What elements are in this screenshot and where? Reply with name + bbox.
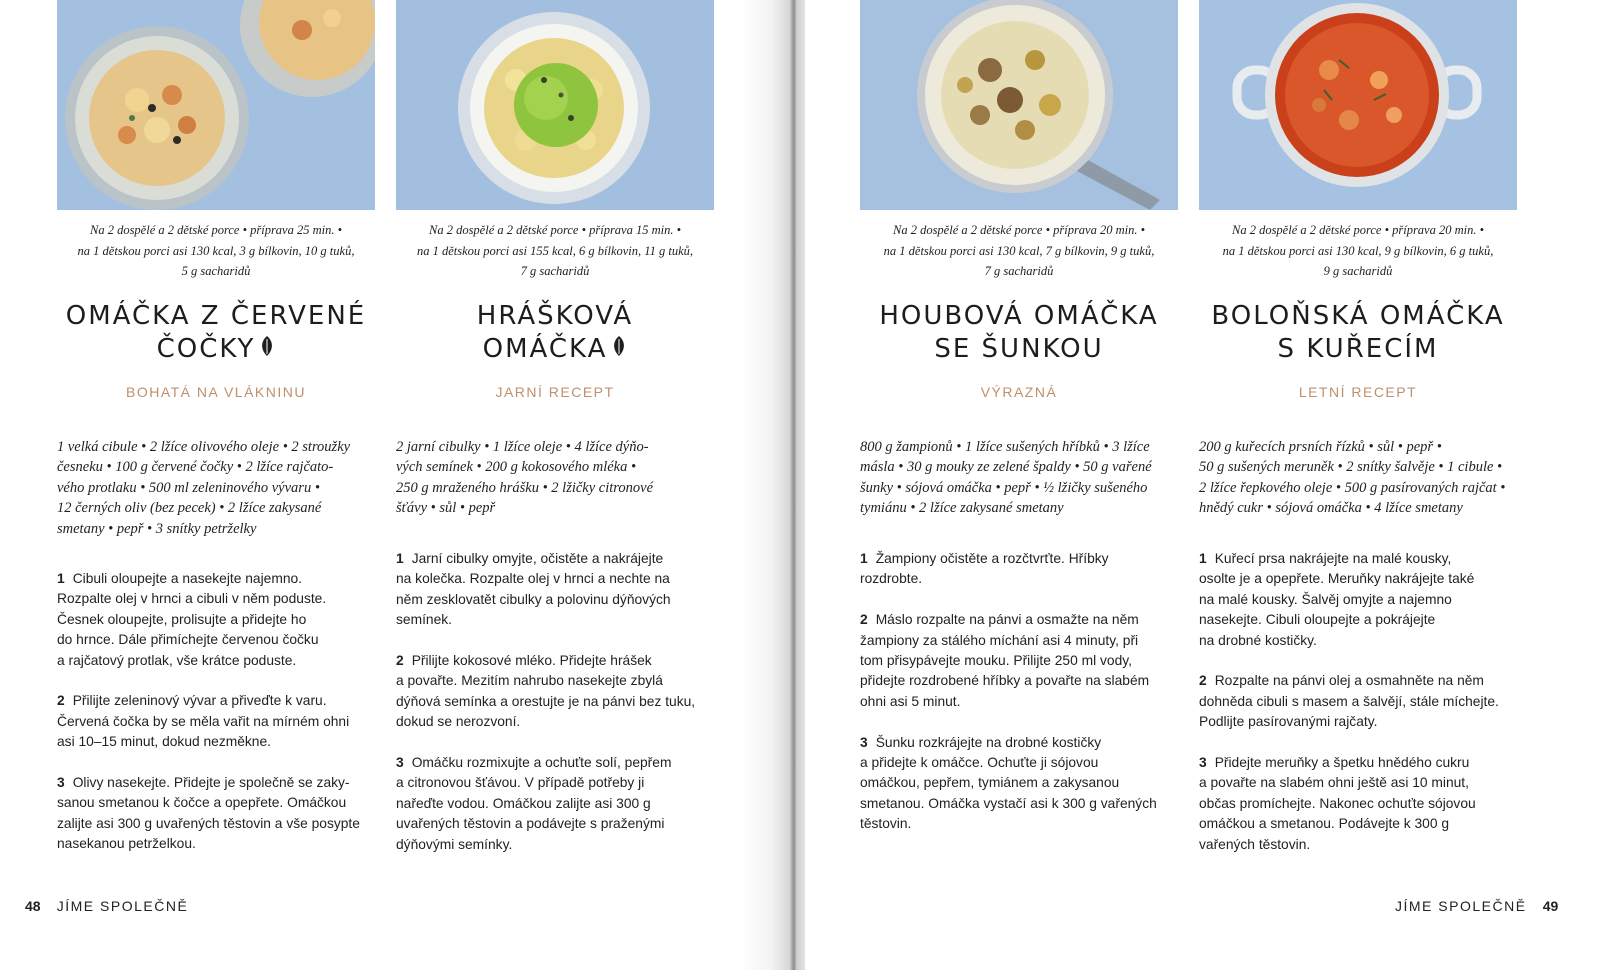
recipe-meta: Na 2 dospělé a 2 dětské porce • příprava 15 min. • na 1 dětskou porci asi 155 kcal, 6 g bílkovin, 11 g tuků, 7 g sacharidů	[417, 223, 693, 278]
recipe-step	[396, 753, 716, 855]
recipe-title-line1: BOLOŇSKÁ OMÁČKA	[1211, 301, 1505, 331]
step-number: 1	[57, 571, 65, 586]
page-folio-right	[1395, 898, 1558, 914]
step-text: Žampiony očistěte a rozčtvrťte. Hříbky rozdrobte.	[860, 551, 1109, 587]
recipe-steps	[57, 569, 377, 875]
recipe-title	[396, 300, 714, 366]
step-text: Jarní cibulky omyjte, očistěte a nakrájejte na kolečka. Rozpalte olej v hrnci a nechte na něm zesklovatět cibulky a polovinu dýňových semínek.	[396, 551, 671, 628]
recipe-meta: Na 2 dospělé a 2 dětské porce • příprava 20 min. • na 1 dětskou porci asi 130 kcal, 7 g bílkovin, 9 g tuků, 7 g sacharidů	[883, 223, 1155, 278]
running-head: JÍME SPOLEČNĚ	[56, 898, 189, 914]
photo-pea-pasta	[396, 0, 714, 210]
recipe-title-line1: OMÁČKA Z ČERVENÉ	[65, 301, 367, 331]
left-page	[0, 0, 790, 970]
leaf-icon	[259, 333, 275, 366]
recipe-step	[1199, 753, 1519, 855]
recipe-title	[860, 300, 1178, 366]
recipe-ingredients: 2 jarní cibulky • 1 lžíce oleje • 4 lžíce dýňo- vých semínek • 200 g kokosového mléka • 250 g mraženého hrášku • 2 lžičky citronové šťávy • sůl • pepř	[396, 439, 654, 517]
page-number: 49	[1542, 898, 1559, 914]
recipe-step	[57, 691, 377, 752]
step-text: Rozpalte na pánvi olej a osmahněte na něm dohněda cibuli s masem a šalvějí, stále míchejte. Podlijte pasírovanými rajčaty.	[1199, 673, 1499, 730]
recipe-step	[57, 569, 377, 671]
recipe-steps	[860, 549, 1180, 855]
recipe-ingredients: 200 g kuřecích prsních řízků • sůl • pepř • 50 g sušených meruněk • 2 snítky šalvěje • 1 cibule • 2 lžíce řepkového oleje • 500 g pasírovaných rajčat • hnědý cukr • sójová omáčka • 4 lžíce smetany	[1199, 439, 1506, 517]
recipe-step	[1199, 671, 1519, 732]
recipe-step	[396, 651, 716, 733]
step-text: Přilijte zeleninový vývar a přiveďte k varu. Červená čočka by se měla vařit na mírném ohni asi 10–15 minut, dokud nezměkne.	[57, 693, 350, 750]
step-number: 2	[57, 693, 65, 709]
step-text: Omáčku rozmixujte a ochuťte solí, pepřem a citronovou šťávou. V případě potřeby ji nařeďte vodou. Omáčkou zalijte asi 300 g uvařených těstovin a podávejte s praženými dýňovými semínky.	[396, 755, 672, 852]
step-number: 2	[396, 653, 404, 669]
recipe-step	[57, 773, 377, 855]
recipe-step	[860, 610, 1180, 712]
recipe-ingredients: 800 g žampionů • 1 lžíce sušených hříbků • 3 lžíce másla • 30 g mouky ze zelené špaldy • 50 g vařené šunky • sójová omáčka • pepř • ½ lžičky sušeného tymiánu • 2 lžíce zakysané smetany	[860, 439, 1152, 517]
recipe-meta: Na 2 dospělé a 2 dětské porce • příprava 25 min. • na 1 dětskou porci asi 130 kcal, 3 g bílkovin, 10 g tuků, 5 g sacharidů	[77, 223, 355, 278]
running-head: JÍME SPOLEČNĚ	[1395, 898, 1527, 914]
right-page	[805, 0, 1600, 970]
step-text: Přidejte meruňky a špetku hnědého cukru a povařte na slabém ohni ještě asi 10 minut, občas promíchejte. Nakonec ochuťte sójovou omáčkou a smetanou. Podávejte k 300 g vařených těstovin.	[1199, 755, 1476, 852]
step-number: 3	[396, 755, 404, 771]
step-number: 3	[57, 775, 65, 791]
step-number: 1	[860, 551, 868, 566]
recipe-title	[1199, 300, 1517, 366]
step-number: 3	[1199, 755, 1207, 771]
recipe-step	[396, 549, 716, 631]
recipe-title-line2: ČOČKY	[156, 334, 256, 364]
recipe-step	[860, 733, 1180, 835]
step-text: Máslo rozpalte na pánvi a osmažte na něm žampiony za stálého míchání asi 4 minuty, při tom přisypávejte mouku. Přilijte 250 ml vody, přidejte rozdrobené hříbky a povařte na slabém ohni asi 5 minut.	[860, 612, 1150, 709]
recipe-ingredients: 1 velká cibule • 2 lžíce olivového oleje • 2 stroužky česneku • 100 g červené čočky • 2 lžíce rajčato- vého protlaku • 500 ml zeleninového vývaru • 12 černých oliv (bez pecek) • 2 lžíce zakysané smetany • pepř • 3 snítky petrželky	[57, 439, 351, 537]
recipe-title-line1: HOUBOVÁ OMÁČKA	[879, 301, 1159, 331]
recipe-step	[1199, 549, 1519, 651]
step-text: Přilijte kokosové mléko. Přidejte hrášek a povařte. Mezitím nahrubo nasekejte zbylá dýňová semínka a orestujte je na pánvi bez tuku, dokud se nerozvoní.	[396, 653, 696, 730]
recipe-subtitle: JARNÍ RECEPT	[495, 384, 615, 400]
page-number: 48	[25, 898, 41, 914]
recipe-subtitle: VÝRAZNÁ	[980, 384, 1058, 400]
recipe-steps	[396, 549, 716, 875]
step-text: Šunku rozkrájejte na drobné kostičky a přidejte k omáčce. Ochuťte ji sójovou omáčkou, pepřem, tymiánem a zakysanou smetanou. Omáčka vystačí asi k 300 g vařených těstovin.	[860, 734, 1157, 832]
recipe-step	[860, 549, 1180, 590]
recipe-title	[57, 300, 375, 366]
recipe-steps	[1199, 549, 1519, 875]
photo-lentil-pasta	[57, 0, 375, 210]
recipe-title-line2: SE ŠUNKOU	[934, 334, 1104, 364]
recipe-title-line2: S KUŘECÍM	[1277, 334, 1439, 364]
photo-mushroom-sauce	[860, 0, 1178, 210]
step-text: Kuřecí prsa nakrájejte na malé kousky, osolte je a opepřete. Meruňky nakrájejte také na malé kousky. Šalvěj omyjte a najemno nasekejte. Cibuli oloupejte a pokrájejte na drobné kostičky.	[1199, 551, 1475, 648]
recipe-subtitle: LETNÍ RECEPT	[1298, 384, 1418, 400]
photo-bolognese-pot	[1199, 0, 1517, 210]
recipe-title-line2: OMÁČKA	[482, 334, 608, 364]
step-text: Olivy nasekejte. Přidejte je společně se zaky- sanou smetanou k čočce a opepřete. Omáčkou zalijte asi 300 g uvařených těstovin a vše posypte nasekanou petrželkou.	[57, 775, 360, 852]
step-number: 1	[396, 551, 404, 566]
step-number: 2	[860, 612, 868, 628]
step-text: Cibuli oloupejte a nasekejte najemno. Rozpalte olej v hrnci a cibuli v něm poduste. Česnek oloupejte, prolisujte a přidejte ho do hrnce. Dále přimíchejte červenou čočku a rajčatový protlak, vše krátce poduste.	[57, 571, 327, 668]
recipe-subtitle: BOHATÁ NA VLÁKNINU	[125, 384, 306, 400]
recipe-meta: Na 2 dospělé a 2 dětské porce • příprava 20 min. • na 1 dětskou porci asi 130 kcal, 9 g bílkovin, 6 g tuků, 9 g sacharidů	[1222, 223, 1494, 278]
recipe-title-line1: HRÁŠKOVÁ	[476, 301, 634, 331]
leaf-icon	[611, 333, 627, 366]
step-number: 3	[860, 734, 868, 750]
step-number: 2	[1199, 673, 1207, 689]
step-number: 1	[1199, 551, 1207, 566]
page-folio-left	[25, 898, 188, 914]
